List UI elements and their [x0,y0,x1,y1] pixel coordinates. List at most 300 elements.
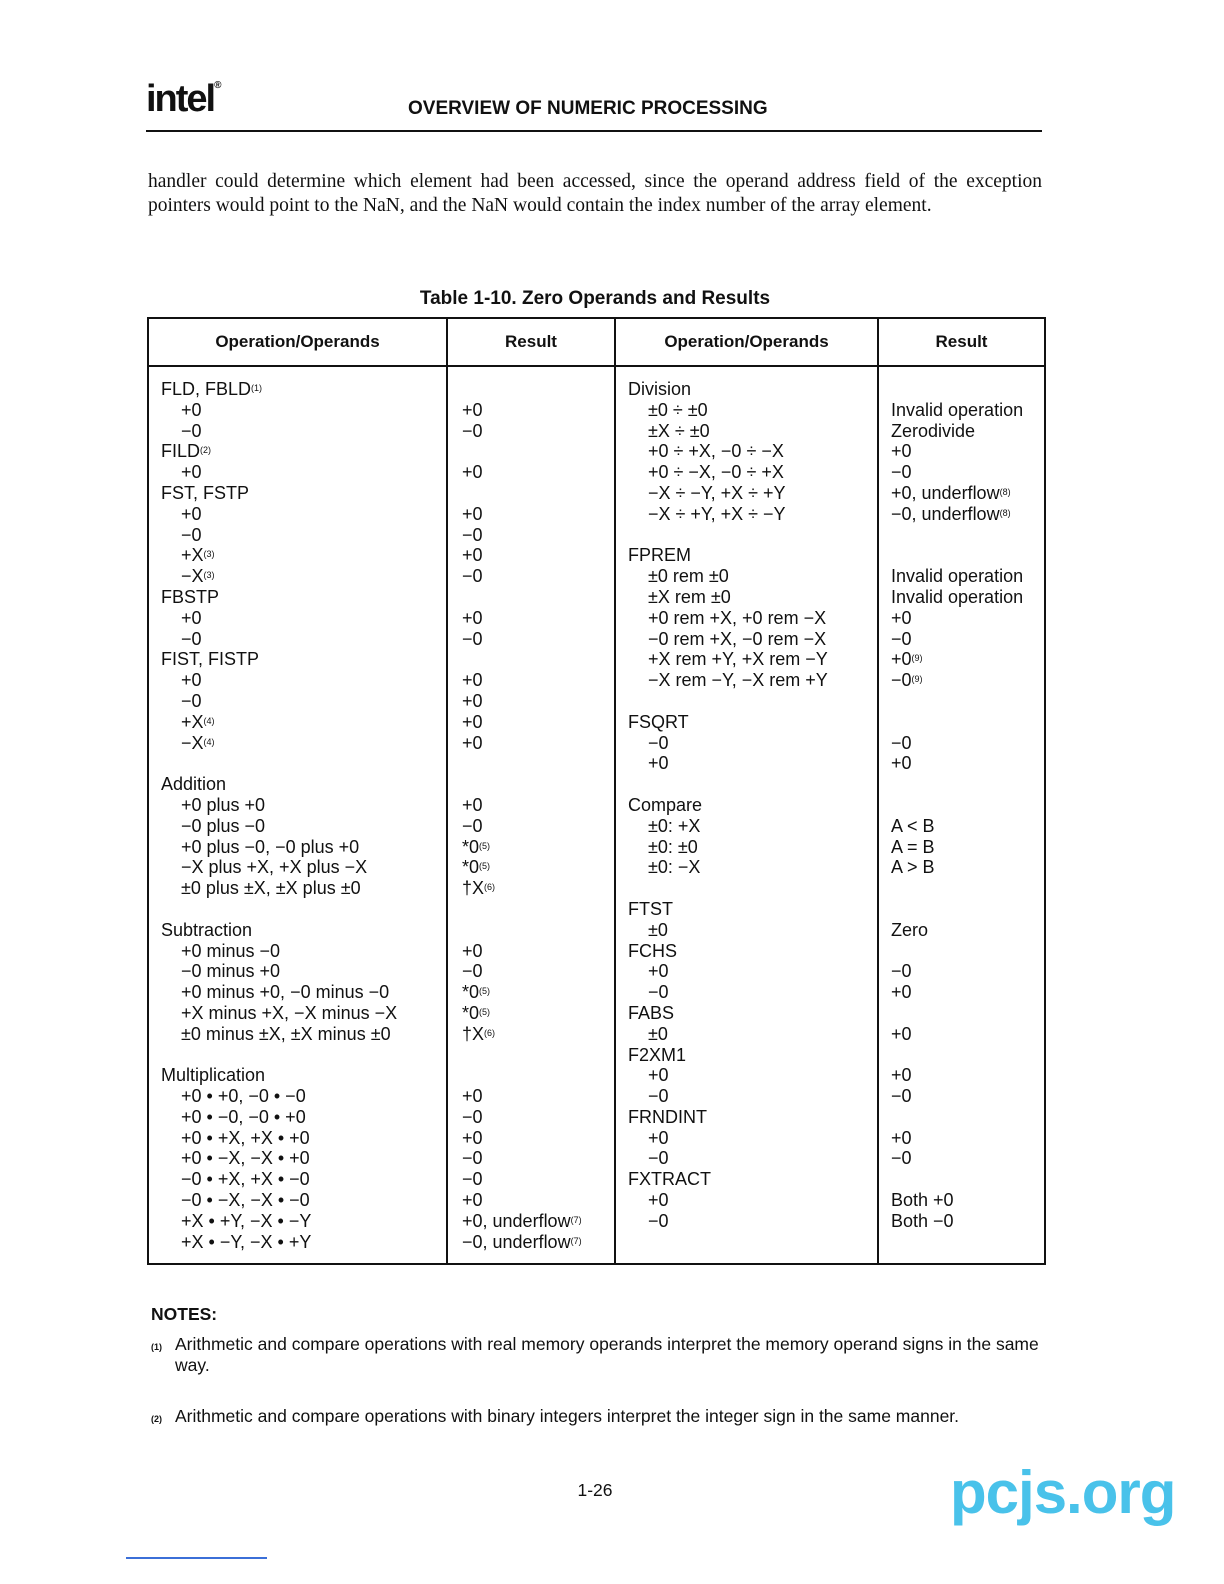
right-result-cell [891,857,1043,878]
right-result-cell [891,566,1043,587]
left-result-cell [462,545,612,566]
left-operation-text: +0 [181,462,202,483]
left-result-cell [462,816,612,837]
right-result-text: Zerodivide [891,420,976,441]
footnote-ref: (4) [203,736,215,747]
left-result-cell [462,1128,612,1149]
footnote-ref: (5) [479,840,491,851]
right-operation-text: ±0: −X [648,857,701,878]
right-result-cell [891,400,1043,421]
left-result-text: *0 [462,857,480,878]
right-result-text: +0 [891,649,912,670]
left-operation-cell [161,421,444,442]
left-result-cell [462,1211,612,1232]
right-operation-cell [628,1024,875,1045]
footnote-ref: (9) [911,674,923,685]
left-operation-cell [161,982,444,1003]
right-result-text: −0 [891,961,912,982]
right-operation-cell [628,878,875,899]
right-operation-cell [628,421,875,442]
right-operation-text: FRNDINT [628,1106,707,1127]
right-operation-text: +0 [648,753,669,774]
right-operation-cell [628,649,875,670]
right-operation-cell [628,1065,875,1086]
header-operation-right: Operation/Operands [664,332,829,351]
left-operation-text: +0 plus +0 [181,794,266,815]
left-result-cell [462,1003,612,1024]
left-operation-text: +0 • −0, −0 • +0 [181,1106,306,1127]
right-operation-cell [628,670,875,691]
left-result-cell [462,421,612,442]
left-operation-cell [161,899,444,920]
left-result-text: +0 [462,690,483,711]
footnote-ref: (1) [251,383,263,393]
left-result-text: −0 [462,628,483,649]
right-operation-text: −X ÷ +Y, +X ÷ −Y [648,503,786,524]
left-operation-cell [161,1148,444,1169]
right-operation-text: +0 rem +X, +0 rem −X [648,607,827,628]
right-result-cell [891,795,1043,816]
left-operation-cell [161,1169,444,1190]
left-result-text: +0 [462,732,483,753]
left-operation-text: +0 • −X, −X • +0 [181,1148,310,1169]
column-divider [614,319,616,1263]
right-operation-cell [628,753,875,774]
right-result-text: −0 [891,732,912,753]
footnote-ref: (7) [570,1214,582,1225]
left-operation-text: FST, FSTP [161,482,250,503]
right-operation-cell [628,816,875,837]
right-operation-text: −0 rem +X, −0 rem −X [648,628,827,649]
left-operation-text: −0 • +X, +X • −0 [181,1169,310,1190]
right-result-text: +0 [891,441,912,462]
left-result-text: +0 [462,462,483,483]
left-operation-cell [161,400,444,421]
table-title: Table 1-10. Zero Operands and Results [419,288,771,309]
right-operation-text: ±0 ÷ ±0 [648,399,708,420]
left-operation-cell [161,816,444,837]
right-operation-cell [628,379,875,400]
left-result-cell [462,1232,612,1253]
left-result-text: −0 [462,566,483,587]
footnote-ref: (8) [999,507,1011,518]
right-operation-text: −0 [648,1210,669,1231]
right-result-cell [891,504,1043,525]
right-result-text: +0 [891,982,912,1003]
right-operation-cell [628,982,875,1003]
right-result-cell [891,1190,1043,1211]
left-result-cell [462,629,612,650]
left-result-cell [462,857,612,878]
right-operation-text: −0 [648,982,669,1003]
right-operation-text: FSQRT [628,711,689,732]
right-result-text: +0 [891,753,912,774]
left-operation-text: −0 [181,420,202,441]
right-operation-text: FCHS [628,940,677,961]
right-operation-cell [628,1128,875,1149]
left-operation-text: +0 • +0, −0 • −0 [181,1086,306,1107]
left-operation-cell [161,1003,444,1024]
right-result-text: A = B [891,836,935,857]
footnote-ref: (3) [203,570,215,581]
left-result-cell [462,649,612,670]
left-result-text: *0 [462,836,480,857]
left-operation-cell [161,587,444,608]
left-result-text: −0 [462,961,483,982]
right-operation-cell [628,1107,875,1128]
right-result-text: −0 [891,670,912,691]
right-operation-cell [628,566,875,587]
right-operation-text: ±0 rem ±0 [648,566,729,587]
right-result-cell [891,441,1043,462]
left-operation-text: +X • +Y, −X • −Y [181,1210,312,1231]
left-result-cell [462,504,612,525]
right-operation-text: −0 [648,1086,669,1107]
left-operation-text: FBSTP [161,586,220,607]
right-result-cell [891,421,1043,442]
note-marker: (1) [151,1342,162,1352]
left-result-cell [462,379,612,400]
left-result-cell [462,670,612,691]
left-operation-cell [161,941,444,962]
right-result-text: −0 [891,1148,912,1169]
left-operation-text: −X [181,732,204,753]
left-result-cell [462,1148,612,1169]
left-operation-text: +0 [181,670,202,691]
right-operation-cell [628,545,875,566]
left-operation-cell [161,670,444,691]
left-result-cell [462,525,612,546]
left-operation-text: FIST, FISTP [161,649,260,670]
left-operation-text: +0 [181,607,202,628]
left-operation-cell [161,1086,444,1107]
footnote-ref: (2) [200,445,212,456]
left-result-text: +0 [462,670,483,691]
left-operation-cell [161,733,444,754]
left-result-cell [462,1065,612,1086]
left-operation-cell [161,441,444,462]
left-result-cell [462,899,612,920]
left-result-cell [462,608,612,629]
column-divider [446,319,448,1263]
notes-section [151,1304,1051,1460]
right-result-cell [891,587,1043,608]
right-result-cell [891,712,1043,733]
right-result-cell [891,920,1043,941]
header-operation-left: Operation/Operands [215,332,380,351]
right-operation-cell [628,483,875,504]
right-result-cell [891,941,1043,962]
right-operation-text: FPREM [628,545,691,566]
footnote-ref: (6) [484,1027,496,1038]
right-result-cell [891,1211,1043,1232]
right-operation-text: +0 [648,961,669,982]
right-result-cell [891,753,1043,774]
right-operation-text: ±X rem ±0 [648,586,731,607]
left-result-cell [462,566,612,587]
left-result-text: −0 [462,815,483,836]
left-result-cell [462,753,612,774]
right-result-cell [891,483,1043,504]
left-result-text: −0 [462,524,483,545]
left-operation-cell [161,1211,444,1232]
right-operation-cell [628,1211,875,1232]
left-result-text: +0 [462,940,483,961]
left-operation-cell [161,837,444,858]
left-operation-cell [161,566,444,587]
right-operation-text: +0 [648,1127,669,1148]
right-operation-text: FXTRACT [628,1169,711,1190]
left-result-cell [462,483,612,504]
header-result-left: Result [505,332,557,351]
right-result-cell [891,1148,1043,1169]
right-operation-text: −0 [648,1148,669,1169]
right-result-text: Invalid operation [891,399,1024,420]
right-result-cell [891,608,1043,629]
right-operation-text: +0 [648,1065,669,1086]
right-operation-text: ±0: ±0 [648,836,698,857]
right-result-cell [891,899,1043,920]
footnote-ref: (6) [484,882,496,893]
right-result-text: Zero [891,919,929,940]
left-result-cell [462,920,612,941]
right-operation-cell [628,795,875,816]
left-result-text: +0 [462,399,483,420]
right-result-cell [891,1086,1043,1107]
left-result-cell [462,712,612,733]
pcjs-watermark: pcjs.org [950,1459,1176,1526]
right-result-text: −0 [891,1086,912,1107]
right-result-cell [891,774,1043,795]
left-operation-cell [161,1128,444,1149]
left-result-text: +0, underflow [462,1210,571,1231]
left-result-cell [462,1045,612,1066]
bottom-link-underline[interactable] [126,1557,267,1559]
right-operation-cell [628,629,875,650]
left-operation-cell [161,878,444,899]
left-operation-cell [161,1232,444,1253]
left-operation-text: FLD, FBLD [161,379,252,399]
page-number: 1-26 [577,1480,613,1500]
right-operation-cell [628,837,875,858]
zero-operands-table [147,317,1046,1265]
footnote-ref: (7) [570,1235,582,1246]
right-result-cell [891,462,1043,483]
left-operation-cell [161,961,444,982]
right-operation-text: +X rem +Y, +X rem −Y [648,649,828,670]
intel-logo: intel® [146,78,222,120]
right-result-cell [891,691,1043,712]
right-operation-cell [628,712,875,733]
left-operation-text: +X • −Y, −X • +Y [181,1231,312,1252]
left-result-text: +0 [462,503,483,524]
footnote-ref: (5) [479,986,491,997]
left-operation-text: +X [181,711,204,732]
right-operation-cell [628,1086,875,1107]
right-operation-text: ±X ÷ ±0 [648,420,710,441]
left-operation-cell [161,504,444,525]
footnote-ref: (4) [203,715,215,726]
section-title: OVERVIEW OF NUMERIC PROCESSING [408,98,768,119]
right-results-column [891,379,1043,1232]
right-result-cell [891,878,1043,899]
left-result-text: +0 [462,607,483,628]
right-operation-text: F2XM1 [628,1044,687,1065]
right-operation-text: ±0: +X [648,815,701,836]
right-operation-cell [628,400,875,421]
left-operation-text: +0 [181,399,202,420]
column-divider [877,319,879,1263]
left-operation-text: −0 • −X, −X • −0 [181,1190,310,1211]
left-result-cell [462,795,612,816]
right-result-text: −0 [891,628,912,649]
left-result-text: +0 [462,794,483,815]
right-operation-text: −X ÷ −Y, +X ÷ +Y [648,482,786,503]
left-operation-cell [161,462,444,483]
right-result-text: Invalid operation [891,566,1024,587]
right-result-cell [891,1003,1043,1024]
left-result-text: +0 [462,1086,483,1107]
left-operation-text: Subtraction [161,919,253,940]
left-result-cell [462,733,612,754]
left-operation-text: Addition [161,774,227,795]
left-operation-text: +0 minus +0, −0 minus −0 [181,982,390,1003]
header-rule [146,130,1042,132]
left-operation-cell [161,525,444,546]
left-operation-cell [161,691,444,712]
note-text: Arithmetic and compare operations with real memory operands interpret the memory operand signs in the same way. [175,1334,1039,1375]
left-operation-text: +0 plus −0, −0 plus +0 [181,836,360,857]
right-result-cell [891,982,1043,1003]
right-operation-cell [628,691,875,712]
right-result-cell [891,1045,1043,1066]
left-operation-text: FILD [161,441,201,462]
left-result-text: +0 [462,1190,483,1211]
left-result-cell [462,400,612,421]
right-operation-cell [628,733,875,754]
left-operation-cell [161,649,444,670]
left-result-text: +0 [462,545,483,566]
right-result-cell [891,733,1043,754]
note-item [151,1406,1051,1430]
footnote-ref: (5) [479,861,491,872]
left-operation-cell [161,545,444,566]
right-operation-text: Division [628,379,692,399]
right-result-text: A < B [891,815,935,836]
right-result-cell [891,545,1043,566]
left-operation-cell [161,1065,444,1086]
left-operation-text: −0 [181,524,202,545]
right-result-text: Both −0 [891,1210,954,1231]
left-result-cell [462,1024,612,1045]
left-operation-text: +X [181,545,204,566]
left-result-cell [462,837,612,858]
left-operation-cell [161,753,444,774]
left-result-cell [462,961,612,982]
right-operation-cell [628,587,875,608]
right-operation-cell [628,608,875,629]
right-operation-text: ±0 [648,919,668,940]
right-result-cell [891,1024,1043,1045]
right-result-cell [891,1128,1043,1149]
right-result-cell [891,1169,1043,1190]
left-result-text: −0 [462,1106,483,1127]
right-operation-text: +0 ÷ −X, −0 ÷ +X [648,462,784,483]
left-operation-text: +0 [181,503,202,524]
right-operation-cell [628,961,875,982]
left-result-text: −0 [462,1169,483,1190]
left-operation-text: ±0 minus ±X, ±X minus ±0 [181,1023,391,1044]
left-operation-text: Multiplication [161,1065,266,1086]
left-operation-cell [161,483,444,504]
right-result-cell [891,649,1043,670]
right-result-text: +0 [891,1023,912,1044]
right-operation-cell [628,1045,875,1066]
footnote-ref: (8) [999,486,1011,497]
right-result-cell [891,816,1043,837]
header-result-right: Result [935,332,988,351]
right-operation-cell [628,1169,875,1190]
left-operation-text: +0 minus −0 [181,940,281,961]
right-result-text: +0, underflow [891,482,1000,503]
right-result-text: A > B [891,857,935,878]
left-operations-column [161,379,444,1252]
left-result-text: −0 [462,1148,483,1169]
right-operation-cell [628,504,875,525]
left-operation-text: +0 • +X, +X • +0 [181,1127,310,1148]
left-operation-text: −0 [181,690,202,711]
note-marker: (2) [151,1414,162,1424]
left-results-column [462,379,612,1252]
right-operation-text: +0 [648,1190,669,1211]
left-operation-text: −X plus +X, +X plus −X [181,857,368,878]
left-result-cell [462,1086,612,1107]
right-operation-text: FTST [628,898,673,919]
right-operation-text: Compare [628,794,703,815]
notes-heading: NOTES: [151,1304,218,1324]
left-result-cell [462,441,612,462]
right-operation-text: FABS [628,1002,675,1023]
left-result-text: †X [462,1023,485,1044]
left-result-cell [462,587,612,608]
left-result-text: *0 [462,982,480,1003]
right-operation-text: +0 ÷ +X, −0 ÷ −X [648,441,784,462]
right-result-cell [891,670,1043,691]
left-result-cell [462,1169,612,1190]
right-operation-text: ±0 [648,1023,668,1044]
right-result-cell [891,961,1043,982]
left-operation-cell [161,857,444,878]
left-operation-cell [161,1190,444,1211]
right-operation-cell [628,774,875,795]
right-result-cell [891,837,1043,858]
note-text: Arithmetic and compare operations with binary integers interpret the integer sign in the same manner. [175,1406,960,1426]
left-operation-text: ±0 plus ±X, ±X plus ±0 [181,878,361,899]
left-result-cell [462,1190,612,1211]
right-result-cell [891,1065,1043,1086]
footnote-ref: (9) [911,653,923,664]
left-operation-text: −0 [181,628,202,649]
left-result-text: †X [462,878,485,899]
right-result-text: +0 [891,1065,912,1086]
right-operation-cell [628,441,875,462]
left-result-text: *0 [462,1002,480,1023]
right-operation-cell [628,525,875,546]
right-operation-cell [628,899,875,920]
left-operation-cell [161,379,444,400]
right-operation-cell [628,920,875,941]
right-operation-cell [628,1148,875,1169]
